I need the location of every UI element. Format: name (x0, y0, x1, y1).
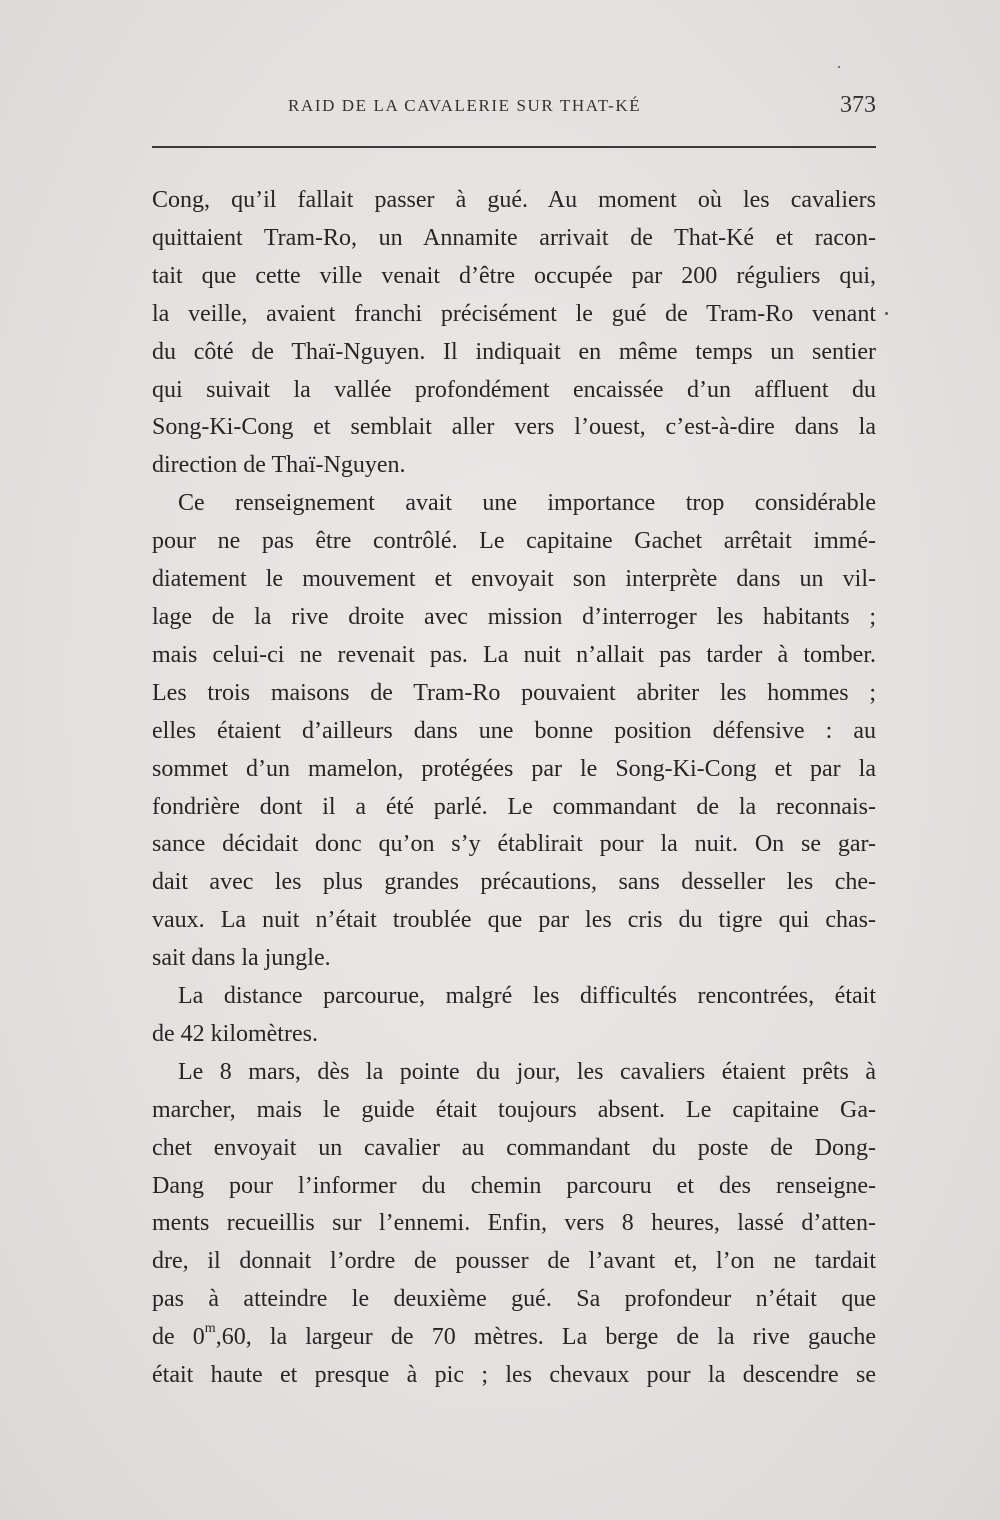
text-line: direction de Thaï-Nguyen. (152, 452, 406, 479)
text-line: sance décidait donc qu’on s’y établirait pour la nuit. On se gar- (152, 831, 876, 858)
text-line: sait dans la jungle. (152, 945, 331, 972)
body-text (152, 182, 876, 1395)
superscript-unit: m (204, 1321, 216, 1337)
running-title: RAID DE LA CAVALERIE SUR THAT-KÉ (288, 96, 642, 115)
text-line: elles étaient d’ailleurs dans une bonne position défensive : au (152, 717, 876, 744)
text-line: quittaient Tram-Ro, un Annamite arrivait de That-Ké et racon- (152, 224, 876, 251)
text-line: Song-Ki-Cong et semblait aller vers l’ouest, c’est-à-dire dans la (152, 414, 876, 441)
text-line: pas à atteindre le deuxième gué. Sa profondeur n’était que (152, 1286, 876, 1313)
line-start: de 0 (152, 1324, 205, 1351)
page-header (152, 92, 876, 132)
text-line: Les trois maisons de Tram-Ro pouvaient abriter les hommes ; (152, 679, 876, 706)
text-line: pour ne pas être contrôlé. Le capitaine Gachet arrêtait immé- (152, 528, 876, 555)
text-line: marcher, mais le guide était toujours absent. Le capitaine Ga- (152, 1096, 876, 1123)
text-line: du côté de Thaï-Nguyen. Il indiquait en même temps un sentier (152, 338, 876, 365)
text-line: diatement le mouvement et envoyait son interprète dans un vil- (152, 566, 876, 593)
text-line: qui suivait la vallée profondément encaissée d’un affluent du (152, 376, 876, 403)
text-line: ments recueillis sur l’ennemi. Enfin, vers 8 heures, lassé d’atten- (152, 1210, 876, 1237)
text-line: La distance parcourue, malgré les difficultés rencontrées, était (178, 983, 876, 1010)
text-line: sommet d’un mamelon, protégées par le Song-Ki-Cong et par la (152, 755, 876, 782)
text-line: mais celui-ci ne revenait pas. La nuit n’allait pas tarder à tomber. (152, 641, 876, 668)
margin-speck (838, 66, 840, 68)
line-rest: ,60, la largeur de 70 mètres. La berge de la rive gauche (215, 1324, 877, 1351)
text-line: chet envoyait un cavalier au commandant du poste de Dong- (152, 1134, 876, 1161)
text-line: était haute et presque à pic ; les chevaux pour la descendre se (152, 1362, 876, 1389)
text-line: fondrière dont il a été parlé. Le commandant de la reconnais- (152, 793, 876, 820)
text-line: Le 8 mars, dès la pointe du jour, les cavaliers étaient prêts à (178, 1058, 876, 1085)
text-line: la veille, avaient franchi précisément le gué de Tram-Ro venant (152, 300, 876, 327)
text-line: dre, il donnait l’ordre de pousser de l’avant et, l’on ne tardait (152, 1248, 876, 1275)
text-line: lage de la rive droite avec mission d’interroger les habitants ; (152, 603, 876, 630)
header-rule (152, 146, 876, 148)
text-line: de 42 kilomètres. (152, 1020, 318, 1047)
page-number: 373 (840, 92, 876, 118)
text-line: dait avec les plus grandes précautions, sans desseller les che- (152, 869, 876, 896)
text-line: Cong, qu’il fallait passer à gué. Au moment où les cavaliers (152, 187, 876, 213)
text-line: Dang pour l’informer du chemin parcouru et des renseigne- (152, 1172, 876, 1199)
text-line (152, 1319, 876, 1357)
text-line: vaux. La nuit n’était troublée que par les cris du tigre qui chas- (152, 907, 876, 934)
text-line: tait que cette ville venait d’être occupée par 200 réguliers qui, (152, 262, 876, 289)
text-line: Ce renseignement avait une importance trop considérable (178, 490, 876, 517)
margin-speck (885, 312, 888, 315)
